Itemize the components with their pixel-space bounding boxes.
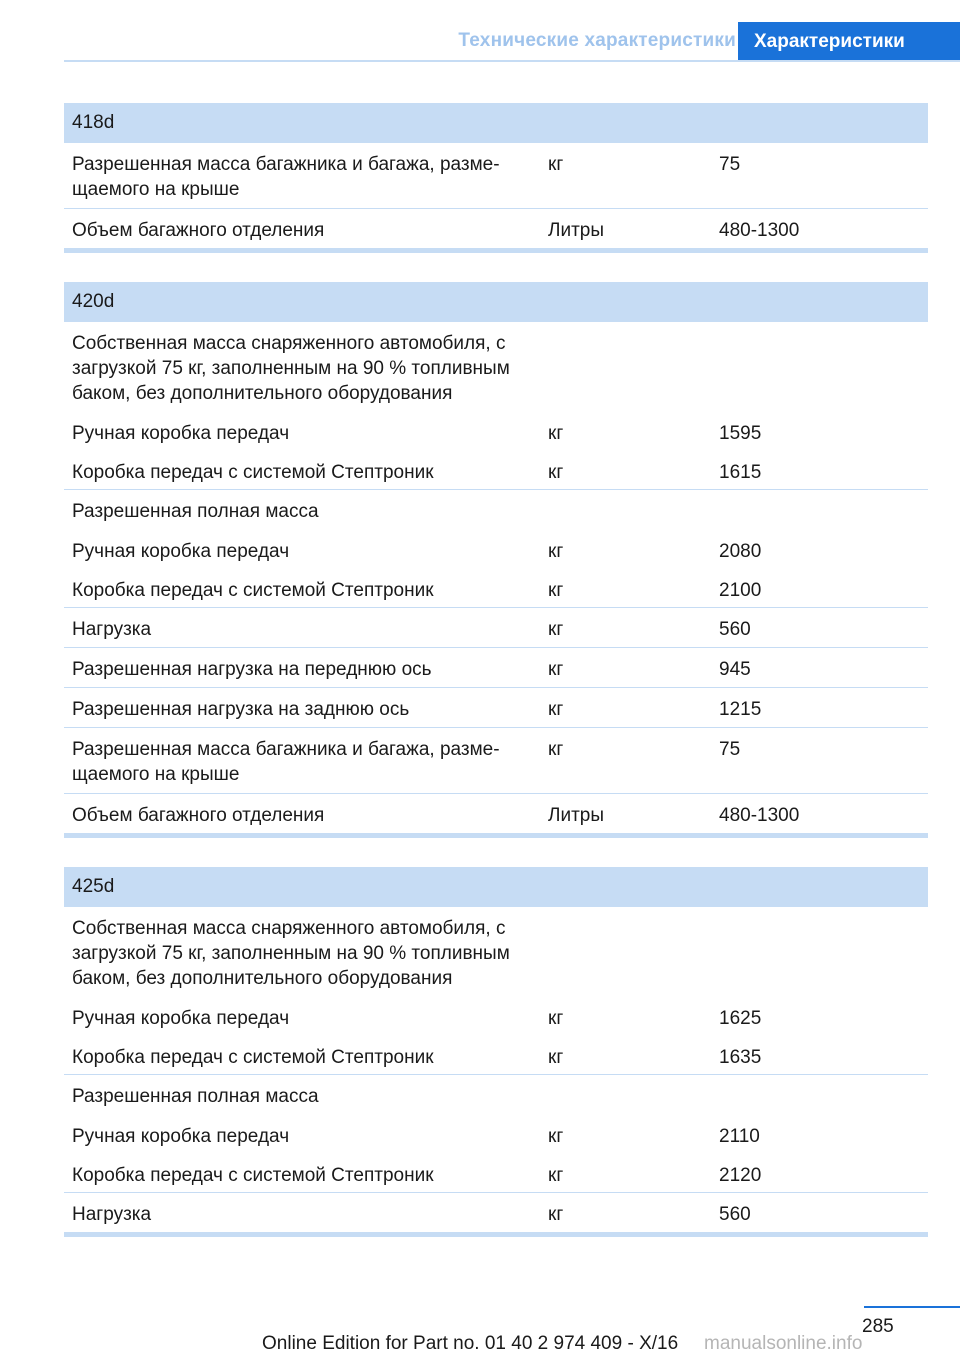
table-row [64, 490, 928, 530]
table-row [64, 1193, 928, 1237]
row-unit: кг [548, 1126, 564, 1147]
row-label: Собственная масса снаряженного автомобиля, с загрузкой 75 кг, заполненным на 90 % топливным баком, без дополнительного оборудования [72, 918, 510, 989]
table-row [64, 209, 928, 253]
row-value: 560 [719, 1204, 751, 1225]
row-label: Собственная масса снаряженного автомобиля, с загрузкой 75 кг, заполненным на 90 % топливным баком, без дополнительного оборудования [72, 333, 510, 404]
row-label: Объем багажного отделения [72, 805, 325, 826]
footer-divider [864, 1306, 960, 1308]
row-label: Коробка передач с системой Стептроник [72, 1047, 434, 1068]
row-label: Объем багажного отделения [72, 220, 325, 241]
page-number: 285 [862, 1316, 894, 1337]
table-row [64, 1115, 928, 1154]
row-label: Разрешенная полная масса [72, 1086, 319, 1107]
table-row [64, 451, 928, 490]
table-title: 418d [64, 103, 928, 143]
table-row [64, 907, 928, 997]
header-chapter-tab: Характеристики [738, 22, 960, 62]
row-value: 480-1300 [719, 220, 800, 241]
row-label: Разрешенная масса багажника и багажа, разме- щаемого на крыше [72, 739, 500, 785]
table-row [64, 648, 928, 688]
table-row [64, 728, 928, 794]
row-unit: кг [548, 462, 564, 483]
row-unit: кг [548, 1165, 564, 1186]
row-label: Разрешенная масса багажника и багажа, разме- щаемого на крыше [72, 154, 500, 200]
table-title: 425d [64, 867, 928, 907]
row-unit: кг [548, 739, 564, 760]
row-label: Ручная коробка передач [72, 423, 290, 444]
table-row [64, 143, 928, 209]
row-value: 560 [719, 619, 751, 640]
row-value: 2120 [719, 1165, 762, 1186]
row-unit: кг [548, 423, 564, 444]
table-row [64, 794, 928, 838]
row-unit: Литры [548, 220, 605, 241]
row-value: 1625 [719, 1008, 762, 1029]
table-row [64, 688, 928, 728]
row-label: Нагрузка [72, 619, 152, 640]
row-unit: кг [548, 1008, 564, 1029]
row-label: Коробка передач с системой Стептроник [72, 1165, 434, 1186]
row-unit: кг [548, 580, 564, 601]
row-unit: кг [548, 1047, 564, 1068]
row-value: 1635 [719, 1047, 762, 1068]
row-value: 1615 [719, 462, 762, 483]
table-row [64, 412, 928, 451]
table-row [64, 997, 928, 1036]
row-label: Разрешенная полная масса [72, 501, 319, 522]
table-row [64, 530, 928, 569]
row-value: 75 [719, 739, 741, 760]
table-title: 420d [64, 282, 928, 322]
spec-table-418d [64, 103, 928, 253]
row-unit: кг [548, 1204, 564, 1225]
spec-table-425d [64, 867, 928, 1237]
table-row [64, 569, 928, 608]
row-unit: кг [548, 659, 564, 680]
row-value: 2080 [719, 541, 762, 562]
row-value: 945 [719, 659, 751, 680]
edition-note: Online Edition for Part no. 01 40 2 974 409 - X/16 [262, 1333, 679, 1354]
row-label: Разрешенная нагрузка на переднюю ось [72, 659, 432, 680]
row-unit: кг [548, 699, 564, 720]
row-unit: кг [548, 619, 564, 640]
row-label: Разрешенная нагрузка на заднюю ось [72, 699, 410, 720]
table-row [64, 1154, 928, 1193]
table-row [64, 1075, 928, 1115]
row-label: Коробка передач с системой Стептроник [72, 580, 434, 601]
row-label: Ручная коробка передач [72, 541, 290, 562]
row-unit: кг [548, 541, 564, 562]
row-unit: Литры [548, 805, 605, 826]
row-value: 2110 [719, 1126, 760, 1147]
table-row [64, 322, 928, 412]
table-row [64, 1036, 928, 1075]
page-header [64, 22, 960, 62]
row-value: 1595 [719, 423, 762, 444]
row-value: 75 [719, 154, 741, 175]
header-divider [64, 60, 960, 62]
table-row [64, 608, 928, 648]
row-unit: кг [548, 154, 564, 175]
spec-table-420d [64, 282, 928, 838]
row-value: 1215 [719, 699, 762, 720]
row-label: Нагрузка [72, 1204, 152, 1225]
header-section-title: Технические характеристики [458, 30, 736, 51]
watermark: manualsonline.info [704, 1333, 863, 1354]
row-label: Ручная коробка передач [72, 1126, 290, 1147]
row-value: 480-1300 [719, 805, 800, 826]
row-label: Коробка передач с системой Стептроник [72, 462, 434, 483]
row-value: 2100 [719, 580, 762, 601]
row-label: Ручная коробка передач [72, 1008, 290, 1029]
